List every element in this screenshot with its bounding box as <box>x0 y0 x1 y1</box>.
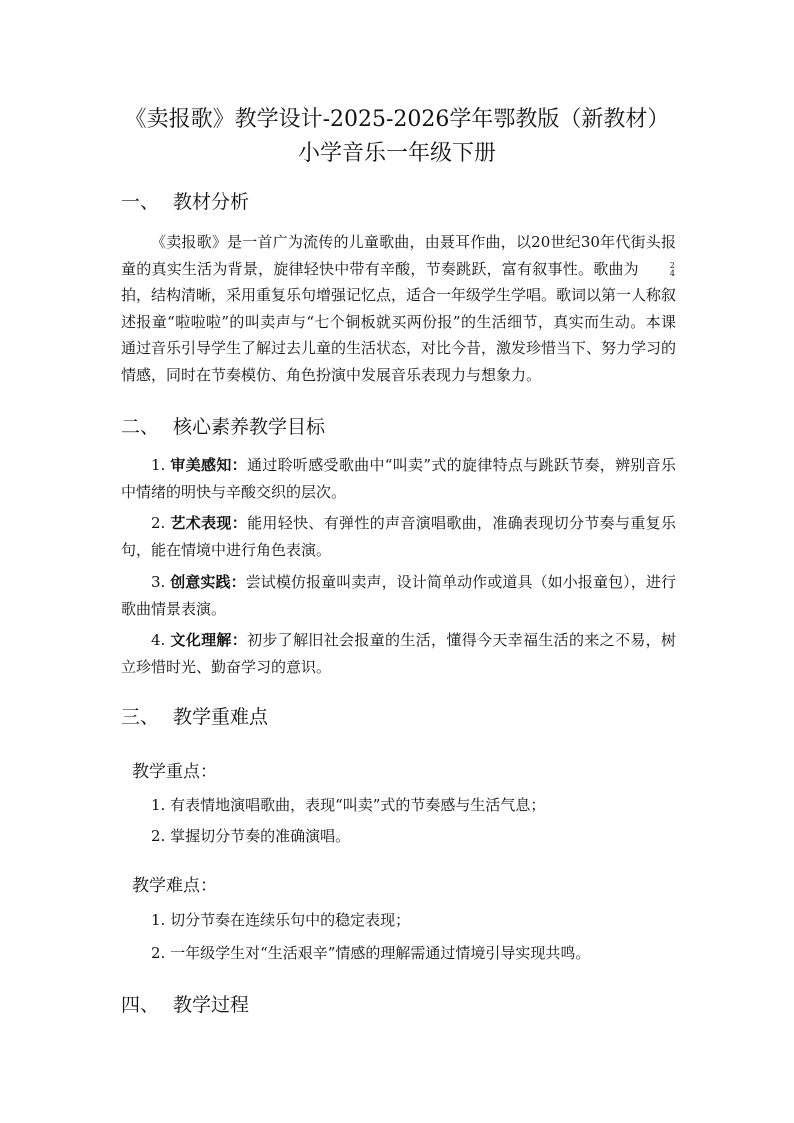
fraction-numerator: 2 <box>669 260 675 270</box>
key-point-item <box>151 792 676 818</box>
objective-label: 艺术表现： <box>170 514 248 532</box>
objective-number: 1. <box>151 456 166 474</box>
section-heading-process <box>121 991 249 1019</box>
objective-number: 2. <box>151 514 166 532</box>
objective-item-culture <box>121 627 676 681</box>
document-title-line-2: 小学音乐一年级下册 <box>297 141 496 166</box>
objective-text: 通过聆听感受歌曲中“叫卖”式的旋律特点与跳跃节奏，辨别音乐中情绪的明快与辛酸交织的层次。 <box>121 456 676 501</box>
section-title: 教学过程 <box>173 994 250 1016</box>
section-title: 核心素养教学目标 <box>173 416 326 438</box>
objective-item-aesthetic <box>121 452 676 506</box>
list-number: 2. <box>151 944 166 962</box>
difficult-point-item <box>151 907 676 933</box>
objective-item-expression <box>121 510 676 564</box>
objective-label: 文化理解： <box>170 631 248 649</box>
objective-text: 能用轻快、有弹性的声音演唱歌曲，准确表现切分节奏与重复乐句，能在情境中进行角色表演。 <box>121 514 676 559</box>
fraction-denominator: 4 <box>669 268 675 278</box>
list-number: 1. <box>151 796 166 814</box>
section-number: 二、 <box>121 416 160 438</box>
list-number: 2. <box>151 827 166 845</box>
key-point-item <box>151 823 676 849</box>
objective-item-practice <box>121 569 676 623</box>
objective-text: 初步了解旧社会报童的生活，懂得今天幸福生活的来之不易，树立珍惜时光、勤奋学习的意识。 <box>121 631 676 676</box>
objective-text: 尝试模仿报童叫卖声，设计简单动作或道具（如小报童包），进行歌曲情景表演。 <box>121 573 676 618</box>
objective-label: 创意实践： <box>170 573 246 591</box>
analysis-paragraph <box>121 229 676 388</box>
difficult-points-heading: 教学难点： <box>132 876 217 896</box>
list-number: 1. <box>151 911 166 929</box>
section-number: 一、 <box>121 191 160 213</box>
difficult-point-item <box>151 940 676 966</box>
list-text: 一年级学生对“生活艰辛”情感的理解需通过情境引导实现共鸣。 <box>170 944 591 962</box>
objective-number: 4. <box>151 631 166 649</box>
section-number: 三、 <box>121 706 160 728</box>
list-text: 有表情地演唱歌曲，表现“叫卖”式的节奏感与生活气息； <box>170 796 546 814</box>
time-signature-fraction <box>640 262 675 278</box>
section-number: 四、 <box>121 994 160 1016</box>
objective-label: 审美感知： <box>170 456 247 474</box>
analysis-text-part-2: 拍，结构清晰，采用重复乐句增强记忆点，适合一年级学生学唱。歌词以第一人称叙述报童“啦啦啦”的叫卖声与“七个铜板就买两份报”的生活细节，真实而生动。本课通过音乐引导学生了解过去儿童的生活状态，对比今昔，激发珍惜当下、努力学习的情感，同时在节奏模仿、角色扮演中发展音乐表现力与想象力。 <box>121 286 677 384</box>
key-points-heading: 教学重点： <box>132 762 217 782</box>
section-heading-objectives <box>121 413 325 441</box>
section-title: 教材分析 <box>173 191 250 213</box>
objective-number: 3. <box>151 573 166 591</box>
document-title-line-1: 《卖报歌》教学设计-2025-2026学年鄂教版（新教材） <box>124 107 670 132</box>
section-heading-key-difficult <box>121 703 268 731</box>
section-title: 教学重难点 <box>173 706 269 728</box>
section-heading-analysis <box>121 188 249 216</box>
list-text: 切分节奏在连续乐句中的稳定表现； <box>170 911 411 929</box>
analysis-text-part-1: 《卖报歌》是一首广为流传的儿童歌曲，由聂耳作曲，以20世纪30年代街头报童的真实生活为背景，旋律轻快中带有辛酸，节奏跳跃，富有叙事性。歌曲为 <box>121 233 676 278</box>
list-text: 掌握切分节奏的准确演唱。 <box>170 827 351 845</box>
